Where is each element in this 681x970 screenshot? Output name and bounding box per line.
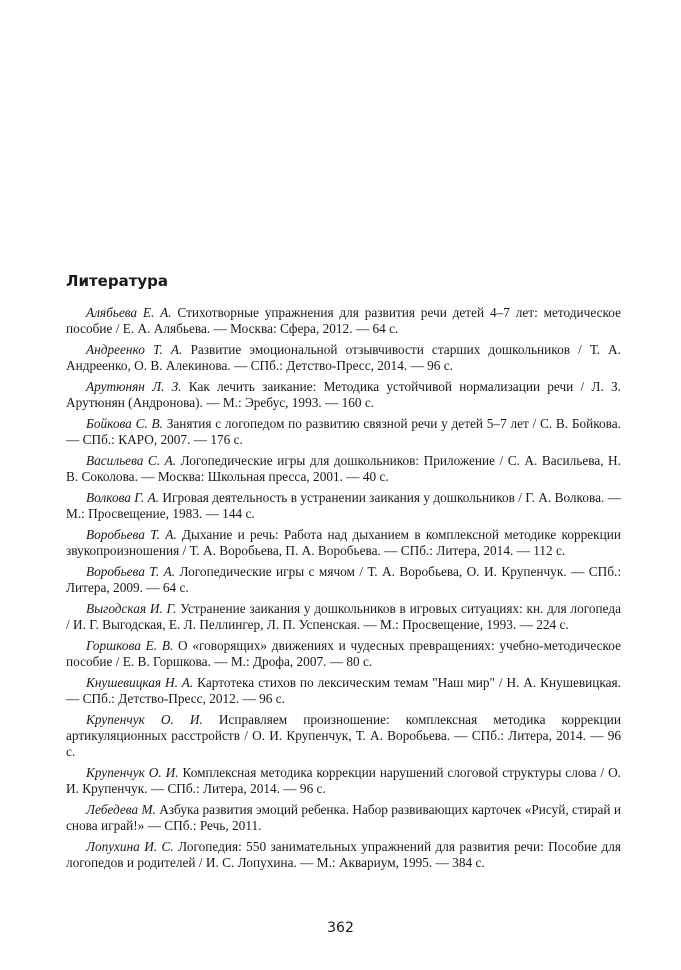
reference-text: Исправляем произношение: комплексная методика коррекции артикуляционных расстройств / О. И. Крупенчук, Т. А. Воробьева. — СПб.: Литера, 2014. — 96 с.	[66, 712, 621, 759]
reference-item	[66, 490, 621, 522]
reference-item	[66, 765, 621, 797]
reference-author: Волкова Г. А.	[86, 490, 160, 505]
reference-item	[66, 601, 621, 633]
reference-text: Логопедические игры с мячом / Т. А. Воробьева, О. И. Крупенчук. — СПб.: Литера, 2009. — 64 с.	[66, 564, 622, 595]
reference-text: Игровая деятельность в устранении заикания у дошкольников / Г. А. Волкова. — М.: Просвещение, 1983. — 144 с.	[66, 490, 621, 521]
reference-text: Логопедические игры для дошкольников: Приложение / С. А. Васильева, Н. В. Соколова. — Москва: Школьная пресса, 2001. — 40 с.	[66, 453, 621, 484]
reference-author: Крупенчук О. И.	[86, 765, 179, 780]
reference-author: Алябьева Е. А.	[86, 305, 172, 320]
reference-author: Выгодская И. Г.	[86, 601, 177, 616]
reference-item	[66, 839, 621, 871]
reference-text: Устранение заикания у дошкольников в игровых ситуациях: кн. для логопеда / И. Г. Выгодская, Е. Л. Пеллингер, Л. П. Успенская. — М.: Просвещение, 1993. — 224 с.	[66, 601, 621, 632]
reference-item	[66, 638, 621, 670]
reference-item	[66, 712, 621, 760]
reference-text: Картотека стихов по лексическим темам "Наш мир" / Н. А. Кнушевицкая. — СПб.: Детство-Пресс, 2012. — 96 с.	[66, 675, 622, 706]
reference-text: Комплексная методика коррекции нарушений слоговой структуры слова / О. И. Крупенчук. — СПб.: Литера, 2014. — 96 с.	[66, 765, 621, 796]
reference-author: Бойкова С. В.	[86, 416, 163, 431]
reference-item	[66, 379, 621, 411]
reference-text: Стихотворные упражнения для развития речи детей 4–7 лет: методическое пособие / Е. А. Алябьева. — Москва: Сфера, 2012. — 64 с.	[66, 305, 621, 336]
reference-item	[66, 453, 621, 485]
reference-text: Азбука развития эмоций ребенка. Набор развивающих карточек «Рисуй, стирай и снова играй!» — СПб.: Речь, 2011.	[66, 802, 621, 833]
reference-text: Логопедия: 550 занимательных упражнений для развития речи: Пособие для логопедов и родителей / И. С. Лопухина. — М.: Аквариум, 1995. — 384 с.	[66, 839, 622, 870]
reference-list	[66, 305, 621, 876]
reference-author: Горшкова Е. В.	[86, 638, 174, 653]
reference-author: Крупенчук О. И.	[86, 712, 203, 727]
reference-item	[66, 342, 621, 374]
reference-author: Арутюнян Л. З.	[86, 379, 182, 394]
reference-item	[66, 305, 621, 337]
reference-item	[66, 802, 621, 834]
reference-author: Лопухина И. С.	[86, 839, 174, 854]
page-number: 362	[327, 920, 354, 936]
reference-item	[66, 416, 621, 448]
reference-text: Дыхание и речь: Работа над дыханием в комплексной методике коррекции звукопроизношения / Т. А. Воробьева, П. А. Воробьева. — СПб.: Литера, 2014. — 112 с.	[66, 527, 621, 558]
reference-author: Кнушевицкая Н. А.	[86, 675, 194, 690]
reference-author: Воробьева Т. А.	[86, 527, 177, 542]
reference-item	[66, 675, 621, 707]
reference-item	[66, 564, 621, 596]
reference-author: Васильева С. А.	[86, 453, 177, 468]
reference-text: Развитие эмоциональной отзывчивости старших дошкольников / Т. А. Андреенко, О. В. Алекинова. — СПб.: Детство-Пресс, 2014. — 96 с.	[66, 342, 621, 373]
reference-author: Воробьева Т. А.	[86, 564, 176, 579]
reference-text: О «говорящих» движениях и чудесных превращениях: учебно-методическое пособие / Е. В. Горшкова. — М.: Дрофа, 2007. — 80 с.	[66, 638, 622, 669]
reference-item	[66, 527, 621, 559]
reference-text: Как лечить заикание: Методика устойчивой нормализации речи / Л. З. Арутюнян (Андронова). — М.: Эребус, 1993. — 160 с.	[66, 379, 621, 410]
section-heading: Литература	[66, 272, 169, 290]
reference-author: Андреенко Т. А.	[86, 342, 183, 357]
reference-author: Лебедева М.	[86, 802, 156, 817]
reference-text: Занятия с логопедом по развитию связной речи у детей 5–7 лет / С. В. Бойкова. — СПб.: КАРО, 2007. — 176 с.	[66, 416, 621, 447]
